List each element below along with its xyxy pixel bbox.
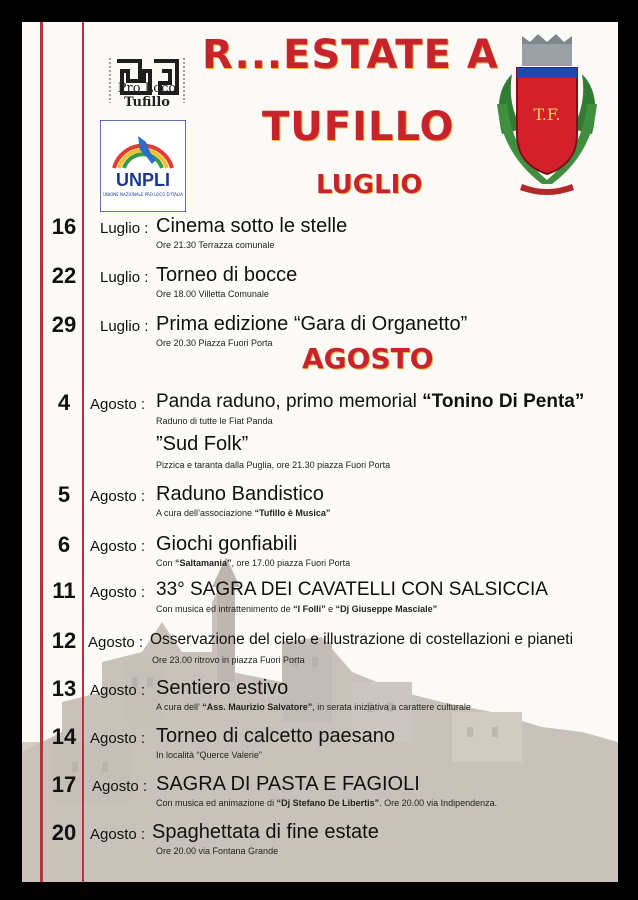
event-day: 11 (52, 578, 76, 603)
event-detail: Ore 18.00 Villetta Comunale (156, 289, 269, 299)
event-day: 17 (51, 772, 77, 797)
event-name: Sentiero estivo (156, 677, 289, 699)
event-detail-text-after: . Ore 20.00 via Indipendenza. (379, 798, 498, 808)
event-month: Agosto : (90, 730, 146, 747)
event-name: ”Sud Folk” (156, 433, 249, 455)
event-detail-bold: “Tufillo è Musica” (254, 508, 331, 518)
event-day: 29 (51, 312, 77, 337)
month-heading-agosto: AGOSTO (302, 342, 434, 375)
event-detail (156, 508, 330, 518)
event-day: 16 (51, 214, 77, 239)
unpli-label: UNPLI (116, 170, 170, 190)
event-detail-bold: “Dj Stefano De Libertis” (276, 798, 380, 808)
pro-loco-line1: Pro Loco (117, 81, 177, 96)
event-detail-text-after: , in serata iniziativa a carattere culturale (312, 702, 471, 712)
event-name: Osservazione del cielo e illustrazione di costellazioni e pianeti (150, 631, 574, 648)
poster-title-line1: R...ESTATE A (202, 32, 499, 78)
event-day: 12 (51, 628, 77, 653)
event-name: Spaghettata di fine estate (152, 821, 379, 843)
event-detail: Pizzica e taranta dalla Puglia, ore 21.30 piazza Fuori Porta (156, 460, 391, 470)
pro-loco-line2: Tufillo (124, 95, 170, 110)
event-month: Agosto : (90, 826, 146, 843)
event-detail-bold: “Saltamania” (175, 558, 232, 568)
event-day: 4 (57, 390, 71, 415)
event-detail-text: Con musica ed animazione di (156, 798, 277, 808)
event-detail: Raduno di tutte le Fiat Panda (156, 416, 273, 426)
event-name: Giochi gonfiabili (156, 533, 298, 555)
event-detail: Ore 21.30 Terrazza comunale (156, 240, 275, 250)
event-month: Luglio : (100, 220, 149, 237)
crest-initials: T.F. (533, 105, 561, 124)
event-month: Agosto : (90, 488, 146, 505)
event-month: Luglio : (100, 318, 149, 335)
event-name: Torneo di calcetto paesano (156, 725, 396, 747)
event-name (156, 391, 584, 413)
event-month: Agosto : (90, 584, 146, 601)
event-poster (22, 22, 618, 882)
event-month: Agosto : (90, 396, 146, 413)
event-detail-bold: “Ass. Maurizio Salvatore” (202, 702, 313, 712)
event-detail-text: Con musica ed intrattenimento de (156, 604, 294, 614)
pro-loco-name (102, 82, 192, 110)
event-day: 13 (51, 676, 77, 701)
event-detail (156, 798, 497, 808)
event-detail-text: A cura dell’associazione (156, 508, 255, 518)
event-month: Agosto : (90, 538, 146, 555)
event-detail-bold: “I Folli” (293, 604, 326, 614)
month-heading-luglio: LUGLIO (316, 170, 423, 200)
event-day: 20 (51, 820, 77, 845)
event-month: Agosto : (90, 682, 146, 699)
event-day: 6 (57, 532, 71, 557)
event-detail (156, 604, 437, 614)
event-month: Agosto : (92, 778, 148, 795)
event-detail: In località “Querce Valerie” (156, 750, 262, 760)
event-detail-text: A cura dell’ (156, 702, 203, 712)
event-day: 22 (51, 263, 77, 288)
event-name: Prima edizione “Gara di Organetto” (156, 313, 468, 335)
red-margin-line-outer (40, 22, 43, 882)
unpli-logo (100, 120, 186, 212)
event-detail: Ore 23.00 ritrovo in piazza Fuori Porta (152, 655, 305, 665)
event-day: 5 (57, 482, 71, 507)
event-detail: Ore 20.00 via Fontana Grande (156, 846, 279, 856)
event-detail-text-after: e (325, 604, 336, 614)
event-name-bold: “Tonino Di Penta” (422, 391, 585, 412)
event-name-text: Panda raduno, primo memorial (156, 391, 423, 412)
event-name: Raduno Bandistico (156, 483, 324, 505)
event-detail-text: Con (156, 558, 176, 568)
event-detail (156, 558, 350, 568)
event-detail-text-after: , ore 17.00 piazza Fuori Porta (231, 558, 351, 568)
event-detail: Ore 20.30 Piazza Fuori Porta (156, 338, 273, 348)
event-day: 14 (51, 724, 77, 749)
event-name: Cinema sotto le stelle (156, 215, 348, 237)
red-margin-line-inner (82, 22, 84, 882)
event-name: SAGRA DI PASTA E FAGIOLI (156, 773, 420, 795)
event-name: 33° SAGRA DEI CAVATELLI CON SALSICCIA (156, 579, 548, 600)
poster-title-line2: TUFILLO (262, 104, 455, 150)
event-month: Luglio : (100, 269, 149, 286)
town-crest-icon (482, 34, 612, 204)
event-month: Agosto : (88, 634, 144, 651)
event-name: Torneo di bocce (156, 264, 298, 286)
event-detail-bold-2: “Dj Giuseppe Masciale” (335, 604, 438, 614)
event-detail (156, 702, 471, 712)
unpli-subtitle: UNIONE NAZIONALE PRO LOCO D'ITALIA (102, 192, 184, 197)
